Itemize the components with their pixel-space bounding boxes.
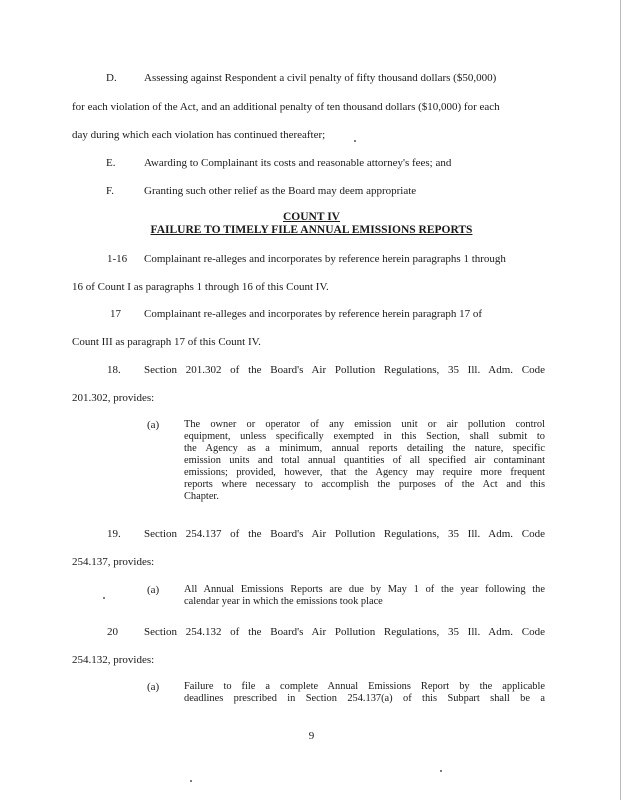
paragraph-20-quote-label: (a) <box>147 681 160 693</box>
count-heading-subtitle: FAILURE TO TIMELY FILE ANNUAL EMISSIONS REPORTS <box>150 224 473 236</box>
paragraph-20-line-1: Section 254.132 of the Board's Air Pollution Regulations, 35 Ill. Adm. Code <box>144 626 545 638</box>
paragraph-e-text: Awarding to Complainant its costs and reasonable attorney's fees; and <box>144 157 452 169</box>
scan-speck <box>190 780 192 782</box>
paragraph-20-line-2: 254.132, provides: <box>72 654 155 666</box>
scan-speck <box>103 597 105 599</box>
paragraph-18-line-1: Section 201.302 of the Board's Air Pollution Regulations, 35 Ill. Adm. Code <box>144 364 545 376</box>
paragraph-19-line-1: Section 254.137 of the Board's Air Pollution Regulations, 35 Ill. Adm. Code <box>144 528 545 540</box>
paragraph-18-label: 18. <box>107 364 121 376</box>
paragraph-1-16-line-1: Complainant re-alleges and incorporates by reference herein paragraphs 1 through <box>144 253 506 265</box>
paragraph-1-16-line-2: 16 of Count I as paragraphs 1 through 16 of this Count IV. <box>72 281 329 293</box>
paragraph-d-line-1: Assessing against Respondent a civil penalty of fifty thousand dollars ($50,000) <box>144 72 497 84</box>
scan-edge <box>620 0 621 800</box>
quote-line: deadlines prescribed in Section 254.137(a) of this Subpart shall be a <box>184 693 545 704</box>
paragraph-f-text: Granting such other relief as the Board may deem appropriate <box>144 185 417 197</box>
quote-line: equipment, unless specifically exempted in this Section, shall submit to <box>184 431 545 442</box>
quote-line: emission units and total annual quantities of all specified air contaminant <box>184 455 545 466</box>
paragraph-18-line-2: 201.302, provides: <box>72 392 155 404</box>
quote-line: The owner or operator of any emission unit or air pollution control <box>184 419 545 430</box>
quote-line: calendar year in which the emissions took place <box>184 596 383 607</box>
paragraph-17-line-1: Complainant re-alleges and incorporates by reference herein paragraph 17 of <box>144 308 483 320</box>
scan-speck <box>440 770 442 772</box>
paragraph-20-quote <box>184 681 545 705</box>
quote-line: emissions; provided, however, that the Agency may require more frequent <box>184 467 545 478</box>
page-number: 9 <box>308 730 315 742</box>
scan-speck <box>354 140 356 142</box>
paragraph-18-quote <box>184 419 545 503</box>
count-heading-title: COUNT IV <box>283 211 340 223</box>
paragraph-f-label: F. <box>106 185 114 197</box>
paragraph-1-16-label: 1-16 <box>107 253 128 265</box>
quote-line: All Annual Emissions Reports are due by May 1 of the year following the <box>184 584 545 595</box>
quote-line: reports where necessary to accomplish the purposes of the Act and this <box>184 479 545 490</box>
paragraph-d-label: D. <box>106 72 117 84</box>
quote-line: Failure to file a complete Annual Emissions Report by the applicable <box>184 681 545 692</box>
paragraph-d-line-3: day during which each violation has continued thereafter; <box>72 129 326 141</box>
paragraph-18-quote-label: (a) <box>147 419 160 431</box>
paragraph-19-label: 19. <box>107 528 121 540</box>
paragraph-20-label: 20 <box>107 626 118 638</box>
paragraph-19-line-2: 254.137, provides: <box>72 556 155 568</box>
paragraph-19-quote-label: (a) <box>147 584 160 596</box>
paragraph-17-label: 17 <box>110 308 121 320</box>
paragraph-e-label: E. <box>106 157 116 169</box>
quote-line: Chapter. <box>184 491 219 502</box>
paragraph-19-quote <box>184 584 545 608</box>
quote-line: the Agency as a minimum, annual reports detailing the nature, specific <box>184 443 545 454</box>
paragraph-17-line-2: Count III as paragraph 17 of this Count IV. <box>72 336 261 348</box>
paragraph-d-line-2: for each violation of the Act, and an additional penalty of ten thousand dollars ($10,000) for each <box>72 101 500 113</box>
